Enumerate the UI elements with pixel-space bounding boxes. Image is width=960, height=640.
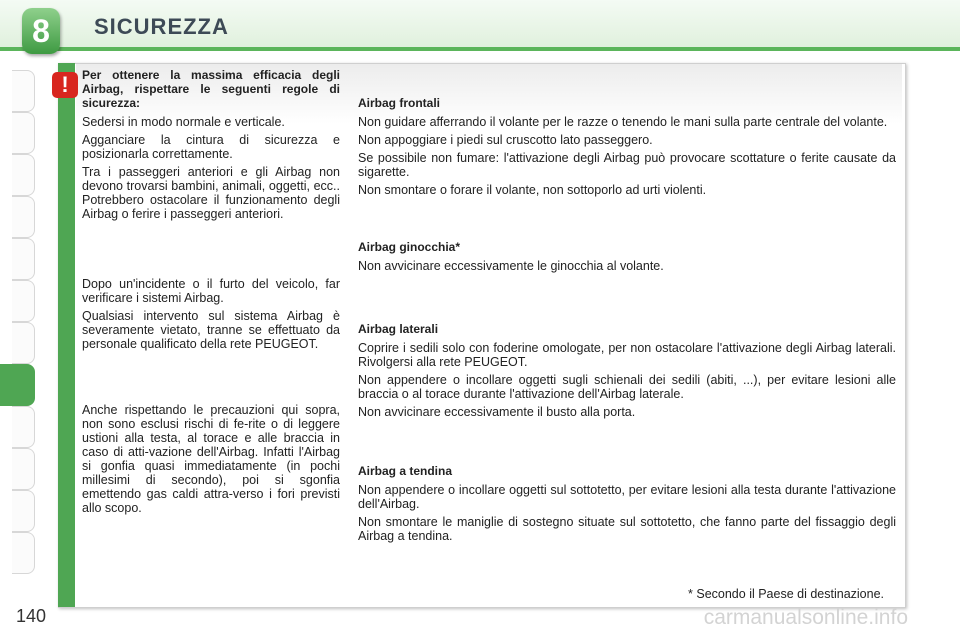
left-column-middle (82, 277, 340, 355)
rule-risks: Anche rispettando le precauzioni qui sopra, non sono esclusi rischi di fe-rite o di leggere ustioni alla testa, al torace e alle braccia in caso di atti-vazione dell'Airbag. Infatti l'Airbag si gonfia quasi immediatamente (in pochi millesimi di secondo), poi si sgonfia emettendo gas caldi attra-verso i fori previsti allo scopo. (82, 403, 340, 515)
frontal-p1: Non guidare afferrando il volante per le razze o tenendo le mani sulla parte centrale del volante. (358, 115, 888, 129)
rule-belt: Agganciare la cintura di sicurezza e posizionarla correttamente. (82, 133, 340, 161)
left-column-top (82, 68, 340, 225)
curtain-p2: Non smontare le maniglie di sostegno situate sul sottotetto, che fanno parte del fissaggio degli Airbag a tendina. (358, 515, 896, 543)
section-frontal (358, 96, 896, 201)
side-p2: Non appendere o incollare oggetti sugli schienali dei sedili (abiti, ...), per evitare lesioni alle braccia o al torace durante l'attivazione dell'Airbag laterale. (358, 373, 896, 401)
safety-rules-heading: Per ottenere la massima efficacia degli Airbag, rispettare le seguenti regole di sicurezza: (82, 68, 340, 110)
side-tab[interactable] (12, 196, 35, 238)
section-side (358, 322, 896, 423)
frontal-p4: Non smontare o forare il volante, non sottoporlo ad urti violenti. (358, 183, 707, 197)
section-curtain (358, 464, 896, 547)
footnote: * Secondo il Paese di destinazione. (688, 587, 884, 601)
side-title: Airbag laterali (358, 322, 439, 336)
curtain-p1: Non appendere o incollare oggetti sul sottotetto, per evitare lesioni alla testa durante l'attivazione dell'Airbag. (358, 483, 896, 511)
side-tab[interactable] (12, 490, 35, 532)
side-tab[interactable] (12, 448, 35, 490)
frontal-p3: Se possibile non fumare: l'attivazione degli Airbag può provocare scottature o ferite causate da sigarette. (358, 151, 896, 179)
panel-stripe (58, 63, 75, 607)
side-p3: Non avvicinare eccessivamente il busto alla porta. (358, 405, 636, 419)
side-tab[interactable] (12, 70, 35, 112)
warning-icon: ! (52, 72, 78, 98)
side-tab[interactable] (12, 322, 35, 364)
rule-sit: Sedersi in modo normale e verticale. (82, 115, 285, 129)
side-p1: Coprire i sedili solo con foderine omologate, per non ostacolare l'attivazione degli Airbag laterali. Rivolgersi alla rete PEUGEOT. (358, 341, 896, 369)
curtain-title: Airbag a tendina (358, 464, 453, 478)
side-tab[interactable] (12, 406, 35, 448)
side-tab[interactable] (12, 112, 35, 154)
watermark: carmanualsonline.info (703, 606, 908, 629)
section-knee (358, 240, 896, 277)
frontal-p2: Non appoggiare i piedi sul cruscotto lato passeggero. (358, 133, 653, 147)
frontal-title: Airbag frontali (358, 96, 441, 110)
side-tab[interactable] (12, 238, 35, 280)
side-tab[interactable] (12, 154, 35, 196)
rule-intervention: Qualsiasi intervento sul sistema Airbag è severamente vietato, tranne se effettuato da personale qualificato della rete PEUGEOT. (82, 309, 340, 351)
knee-title: Airbag ginocchia* (358, 240, 461, 254)
page-number: 140 (16, 606, 47, 626)
side-tab[interactable] (12, 280, 35, 322)
rule-obstacles: Tra i passeggeri anteriori e gli Airbag non devono trovarsi bambini, animali, oggetti, ecc.. Potrebbero ostacolare il funzionamento degli Airbag o ferire i passeggeri anteriori. (82, 165, 340, 221)
chapter-badge: 8 (22, 8, 60, 54)
rule-check: Dopo un'incidente o il furto del veicolo, far verificare i sistemi Airbag. (82, 277, 340, 305)
page-title: SICUREZZA (94, 14, 229, 39)
header-rule (0, 47, 960, 51)
side-tab-active[interactable] (0, 364, 35, 406)
knee-p1: Non avvicinare eccessivamente le ginocchia al volante. (358, 259, 664, 273)
left-column-bottom (82, 403, 340, 519)
side-tab[interactable] (12, 532, 35, 574)
